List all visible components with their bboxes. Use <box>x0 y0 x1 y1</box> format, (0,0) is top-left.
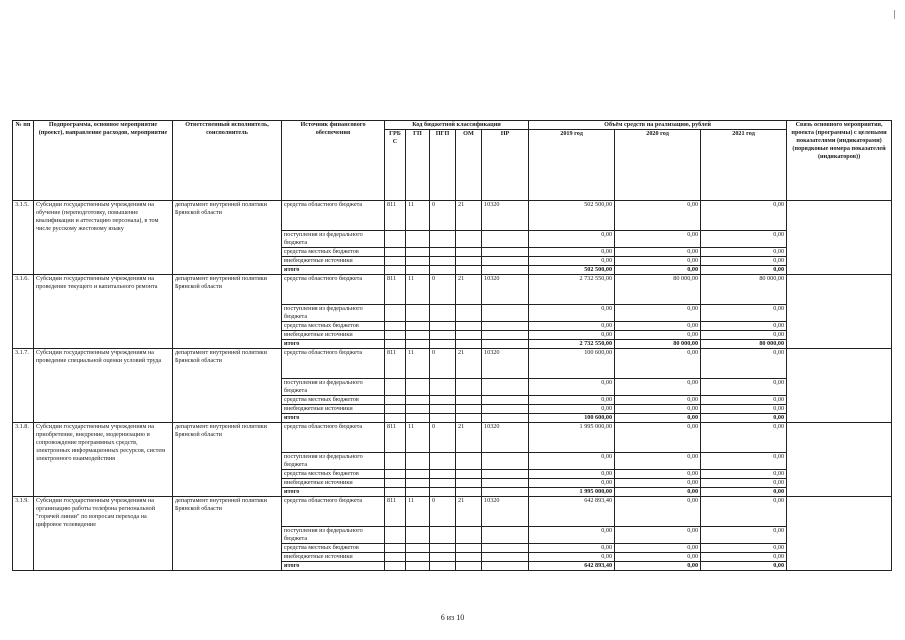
header-link: Связь основного мероприятия, проекта (программы) с целевыми показателями (индикаторами) (порядковые номера показателей (индикаторов)) <box>787 121 892 201</box>
code-grbs <box>385 453 406 470</box>
measure-name: Субсидии государственным учреждениям на проведение специальной оценки условий труда <box>34 349 173 423</box>
code-grbs <box>385 414 406 423</box>
table-row <box>13 275 892 305</box>
amount-2020: 0,00 <box>615 231 701 248</box>
code-om <box>456 257 482 266</box>
amount-2021: 0,00 <box>701 322 787 331</box>
amount-2019: 0,00 <box>529 322 615 331</box>
code-grbs <box>385 322 406 331</box>
code-nr <box>482 414 529 423</box>
code-nr: 10320 <box>482 349 529 379</box>
code-nr <box>482 266 529 275</box>
code-nr <box>482 231 529 248</box>
page-number: 6 из 10 <box>440 613 465 622</box>
amount-2019: 2 732 550,00 <box>529 275 615 305</box>
code-pgp <box>430 479 456 488</box>
code-om: 21 <box>456 423 482 453</box>
code-nr: 10320 <box>482 497 529 527</box>
header-nr: НР <box>482 130 529 201</box>
header-om: ОМ <box>456 130 482 201</box>
code-pgp <box>430 414 456 423</box>
funding-source: внебюджетные источники <box>282 331 385 340</box>
code-nr: 10320 <box>482 275 529 305</box>
amount-2020: 0,00 <box>615 544 701 553</box>
amount-2020: 0,00 <box>615 201 701 231</box>
amount-2020: 80 000,00 <box>615 340 701 349</box>
table-row <box>13 349 892 379</box>
amount-2020: 0,00 <box>615 414 701 423</box>
code-om: 21 <box>456 349 482 379</box>
code-grbs <box>385 544 406 553</box>
amount-2021: 0,00 <box>701 379 787 396</box>
code-gp <box>406 414 430 423</box>
header-grbs: ГРБС <box>385 130 406 201</box>
header-num: № пп <box>13 121 34 201</box>
code-grbs <box>385 266 406 275</box>
code-om <box>456 305 482 322</box>
amount-2020: 0,00 <box>615 553 701 562</box>
code-pgp <box>430 396 456 405</box>
code-pgp <box>430 527 456 544</box>
amount-2019: 0,00 <box>529 470 615 479</box>
code-grbs <box>385 396 406 405</box>
header-volume: Объём средств на реализацию, рублей <box>529 121 787 130</box>
code-nr <box>482 396 529 405</box>
responsible-executor: департамент внутренней политики Брянской области <box>173 275 282 349</box>
header-budget-code: Код бюджетной классификации <box>385 121 529 130</box>
code-pgp <box>430 248 456 257</box>
funding-source: внебюджетные источники <box>282 257 385 266</box>
amount-2020: 0,00 <box>615 405 701 414</box>
header-source: Источник финансового обеспечения <box>282 121 385 201</box>
amount-2021: 80 000,00 <box>701 340 787 349</box>
amount-2019: 0,00 <box>529 544 615 553</box>
code-grbs <box>385 331 406 340</box>
code-om: 21 <box>456 497 482 527</box>
funding-source: поступления из федерального бюджета <box>282 453 385 470</box>
funding-source: внебюджетные источники <box>282 479 385 488</box>
header-gp: ГП <box>406 130 430 201</box>
row-number: 3.1.7. <box>13 349 34 423</box>
funding-source: средства областного бюджета <box>282 275 385 305</box>
code-om <box>456 562 482 571</box>
code-pgp <box>430 405 456 414</box>
code-gp <box>406 488 430 497</box>
code-nr <box>482 488 529 497</box>
funding-source: поступления из федерального бюджета <box>282 305 385 322</box>
amount-2021: 0,00 <box>701 470 787 479</box>
code-gp <box>406 340 430 349</box>
code-gp: 11 <box>406 497 430 527</box>
code-grbs: 811 <box>385 349 406 379</box>
code-om <box>456 470 482 479</box>
code-nr <box>482 453 529 470</box>
row-number: 3.1.8. <box>13 423 34 497</box>
amount-2020: 0,00 <box>615 349 701 379</box>
amount-2020: 0,00 <box>615 266 701 275</box>
amount-2019: 0,00 <box>529 553 615 562</box>
code-om <box>456 414 482 423</box>
amount-2020: 0,00 <box>615 488 701 497</box>
code-pgp <box>430 470 456 479</box>
code-pgp <box>430 379 456 396</box>
code-om: 21 <box>456 275 482 305</box>
funding-source: итого <box>282 488 385 497</box>
code-grbs: 811 <box>385 423 406 453</box>
funding-source: поступления из федерального бюджета <box>282 231 385 248</box>
amount-2021: 0,00 <box>701 562 787 571</box>
funding-source: средства областного бюджета <box>282 349 385 379</box>
table-row <box>13 497 892 527</box>
code-gp <box>406 470 430 479</box>
code-nr <box>482 305 529 322</box>
funding-source: средства местных бюджетов <box>282 544 385 553</box>
header-responsible: Ответственный исполнитель, соисполнитель <box>173 121 282 201</box>
code-nr <box>482 553 529 562</box>
indicator-link-cell <box>787 497 892 571</box>
code-pgp <box>430 331 456 340</box>
amount-2019: 0,00 <box>529 479 615 488</box>
amount-2021: 0,00 <box>701 331 787 340</box>
code-gp <box>406 248 430 257</box>
amount-2021: 0,00 <box>701 305 787 322</box>
funding-source: средства местных бюджетов <box>282 248 385 257</box>
amount-2020: 0,00 <box>615 527 701 544</box>
code-nr <box>482 379 529 396</box>
amount-2020: 80 000,00 <box>615 275 701 305</box>
funding-source: средства местных бюджетов <box>282 470 385 479</box>
row-number: 3.1.5. <box>13 201 34 275</box>
code-pgp <box>430 231 456 248</box>
amount-2019: 1 995 000,00 <box>529 488 615 497</box>
amount-2021: 0,00 <box>701 248 787 257</box>
funding-source: средства областного бюджета <box>282 201 385 231</box>
code-om <box>456 544 482 553</box>
edge-mark <box>894 10 895 19</box>
indicator-link-cell <box>787 275 892 349</box>
code-gp <box>406 396 430 405</box>
code-grbs <box>385 479 406 488</box>
code-gp: 11 <box>406 349 430 379</box>
code-grbs <box>385 379 406 396</box>
code-grbs: 811 <box>385 497 406 527</box>
amount-2020: 0,00 <box>615 453 701 470</box>
table-row <box>13 423 892 453</box>
code-pgp <box>430 553 456 562</box>
header-year-2021: 2021 год <box>701 130 787 201</box>
code-gp <box>406 544 430 553</box>
code-nr <box>482 322 529 331</box>
code-pgp <box>430 322 456 331</box>
code-pgp: 0 <box>430 201 456 231</box>
code-gp <box>406 305 430 322</box>
responsible-executor: департамент внутренней политики Брянской области <box>173 423 282 497</box>
code-grbs <box>385 248 406 257</box>
amount-2020: 0,00 <box>615 331 701 340</box>
code-gp <box>406 562 430 571</box>
amount-2021: 0,00 <box>701 453 787 470</box>
code-om <box>456 231 482 248</box>
amount-2021: 0,00 <box>701 396 787 405</box>
indicator-link-cell <box>787 423 892 497</box>
row-number: 3.1.9. <box>13 497 34 571</box>
code-nr: 10320 <box>482 423 529 453</box>
code-pgp: 0 <box>430 349 456 379</box>
code-pgp <box>430 257 456 266</box>
code-pgp <box>430 266 456 275</box>
code-gp <box>406 231 430 248</box>
row-number: 3.1.6. <box>13 275 34 349</box>
code-grbs: 811 <box>385 275 406 305</box>
amount-2020: 0,00 <box>615 470 701 479</box>
amount-2021: 0,00 <box>701 527 787 544</box>
table-row <box>13 201 892 231</box>
funding-source: средства местных бюджетов <box>282 396 385 405</box>
indicator-link-cell <box>787 201 892 275</box>
code-grbs: 811 <box>385 201 406 231</box>
amount-2019: 642 893,40 <box>529 562 615 571</box>
amount-2021: 0,00 <box>701 201 787 231</box>
amount-2020: 0,00 <box>615 479 701 488</box>
funding-source: внебюджетные источники <box>282 553 385 562</box>
measure-name: Субсидии государственным учреждениям на приобретение, внедрение, модернизацию и сопровождение программных средств, электронных информационных ресурсов, систем электронного взаимодействия <box>34 423 173 497</box>
code-gp <box>406 257 430 266</box>
code-gp: 11 <box>406 201 430 231</box>
amount-2019: 100 600,00 <box>529 414 615 423</box>
amount-2021: 0,00 <box>701 553 787 562</box>
code-om <box>456 331 482 340</box>
measure-name: Субсидии государственным учреждениям на организацию работы телефона региональной "горячей линии" по вопросам перехода на цифровое телевидение <box>34 497 173 571</box>
code-om <box>456 479 482 488</box>
code-nr: 10320 <box>482 201 529 231</box>
amount-2019: 0,00 <box>529 231 615 248</box>
amount-2019: 0,00 <box>529 331 615 340</box>
code-gp <box>406 331 430 340</box>
amount-2020: 0,00 <box>615 562 701 571</box>
code-gp <box>406 405 430 414</box>
amount-2021: 0,00 <box>701 423 787 453</box>
code-grbs <box>385 562 406 571</box>
amount-2021: 0,00 <box>701 497 787 527</box>
code-gp <box>406 453 430 470</box>
amount-2021: 80 000,00 <box>701 275 787 305</box>
amount-2020: 0,00 <box>615 305 701 322</box>
indicator-link-cell <box>787 349 892 423</box>
code-om <box>456 405 482 414</box>
code-om <box>456 248 482 257</box>
code-gp <box>406 527 430 544</box>
amount-2020: 0,00 <box>615 396 701 405</box>
code-pgp <box>430 340 456 349</box>
funding-source: поступления из федерального бюджета <box>282 379 385 396</box>
code-om <box>456 396 482 405</box>
code-grbs <box>385 405 406 414</box>
amount-2019: 0,00 <box>529 405 615 414</box>
code-grbs <box>385 257 406 266</box>
responsible-executor: департамент внутренней политики Брянской области <box>173 349 282 423</box>
code-grbs <box>385 527 406 544</box>
code-pgp: 0 <box>430 275 456 305</box>
funding-source: средства местных бюджетов <box>282 322 385 331</box>
code-grbs <box>385 553 406 562</box>
amount-2019: 0,00 <box>529 453 615 470</box>
code-nr <box>482 248 529 257</box>
code-nr <box>482 527 529 544</box>
code-pgp <box>430 544 456 553</box>
responsible-executor: департамент внутренней политики Брянской области <box>173 497 282 571</box>
code-grbs <box>385 488 406 497</box>
amount-2019: 1 995 000,00 <box>529 423 615 453</box>
code-gp: 11 <box>406 423 430 453</box>
funding-source: поступления из федерального бюджета <box>282 527 385 544</box>
amount-2019: 502 500,00 <box>529 201 615 231</box>
measure-name: Субсидии государственным учреждениям на проведение текущего и капитального ремонта <box>34 275 173 349</box>
amount-2020: 0,00 <box>615 497 701 527</box>
funding-source: средства областного бюджета <box>282 423 385 453</box>
header-year-2020: 2020 год <box>615 130 701 201</box>
amount-2021: 0,00 <box>701 349 787 379</box>
table-body <box>13 201 892 571</box>
code-om <box>456 488 482 497</box>
table-header-row <box>13 121 892 130</box>
code-nr <box>482 405 529 414</box>
code-nr <box>482 340 529 349</box>
code-pgp <box>430 488 456 497</box>
code-om <box>456 453 482 470</box>
code-grbs <box>385 231 406 248</box>
amount-2021: 0,00 <box>701 405 787 414</box>
amount-2019: 0,00 <box>529 305 615 322</box>
code-pgp <box>430 562 456 571</box>
amount-2021: 0,00 <box>701 479 787 488</box>
amount-2019: 0,00 <box>529 379 615 396</box>
code-nr <box>482 331 529 340</box>
code-nr <box>482 257 529 266</box>
amount-2020: 0,00 <box>615 423 701 453</box>
code-gp <box>406 553 430 562</box>
code-nr <box>482 479 529 488</box>
amount-2020: 0,00 <box>615 379 701 396</box>
funding-source: итого <box>282 562 385 571</box>
amount-2020: 0,00 <box>615 257 701 266</box>
amount-2021: 0,00 <box>701 257 787 266</box>
code-om <box>456 553 482 562</box>
measure-name: Субсидии государственным учреждениям на обучение (переподготовку, повышение квалификации и аттестацию персонала), в том числе русскому жестовому языку <box>34 201 173 275</box>
amount-2019: 2 732 550,00 <box>529 340 615 349</box>
code-nr <box>482 544 529 553</box>
amount-2019: 0,00 <box>529 248 615 257</box>
code-gp <box>406 479 430 488</box>
code-gp: 11 <box>406 275 430 305</box>
amount-2019: 100 600,00 <box>529 349 615 379</box>
amount-2021: 0,00 <box>701 544 787 553</box>
code-gp <box>406 379 430 396</box>
funding-source: итого <box>282 414 385 423</box>
funding-source: итого <box>282 266 385 275</box>
amount-2019: 642 893,40 <box>529 497 615 527</box>
code-om <box>456 527 482 544</box>
funding-source: внебюджетные источники <box>282 405 385 414</box>
amount-2019: 0,00 <box>529 396 615 405</box>
amount-2020: 0,00 <box>615 248 701 257</box>
code-om <box>456 322 482 331</box>
code-grbs <box>385 305 406 322</box>
responsible-executor: департамент внутренней политики Брянской области <box>173 201 282 275</box>
amount-2020: 0,00 <box>615 322 701 331</box>
code-nr <box>482 470 529 479</box>
code-nr <box>482 562 529 571</box>
code-om <box>456 340 482 349</box>
code-pgp <box>430 453 456 470</box>
header-pgp: ПГП <box>430 130 456 201</box>
code-om <box>456 379 482 396</box>
code-gp <box>406 322 430 331</box>
code-om <box>456 266 482 275</box>
code-om: 21 <box>456 201 482 231</box>
code-pgp: 0 <box>430 497 456 527</box>
header-year-2019: 2019 год <box>529 130 615 201</box>
code-gp <box>406 266 430 275</box>
code-pgp: 0 <box>430 423 456 453</box>
funding-source: итого <box>282 340 385 349</box>
funding-source: средства областного бюджета <box>282 497 385 527</box>
amount-2021: 0,00 <box>701 231 787 248</box>
code-pgp <box>430 305 456 322</box>
amount-2019: 0,00 <box>529 257 615 266</box>
amount-2019: 0,00 <box>529 527 615 544</box>
amount-2021: 0,00 <box>701 488 787 497</box>
amount-2019: 502 500,00 <box>529 266 615 275</box>
code-grbs <box>385 470 406 479</box>
budget-table <box>12 120 892 571</box>
code-grbs <box>385 340 406 349</box>
amount-2021: 0,00 <box>701 414 787 423</box>
header-subprogram: Подпрограмма, основное мероприятие (проект), направление расходов, мероприятие <box>34 121 173 201</box>
amount-2021: 0,00 <box>701 266 787 275</box>
